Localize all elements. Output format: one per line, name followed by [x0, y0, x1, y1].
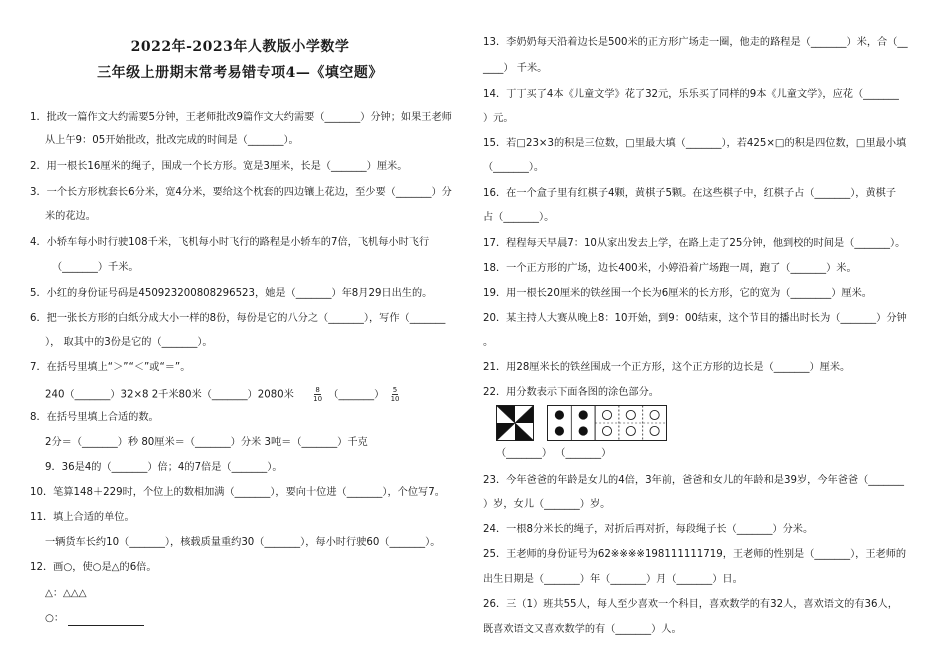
- question-8-items: 2分＝（_______）秒 80厘米＝（_______）分米 3吨＝（_______）千克: [45, 437, 368, 448]
- question-19: 19．用一根长20厘米的铁丝围一个长为6厘米的长方形，它的宽为（________）厘米。: [483, 288, 872, 299]
- question-18: 18．一个正方形的广场，边长400米，小婷沿着广场跑一周，跑了（_______）米。: [483, 263, 857, 274]
- question-15-line1: 15．若□23×3的积是三位数，□里最大填（_______），若425×□的积是四位数，□里最小填: [483, 138, 907, 149]
- fraction-numerator: 8: [315, 386, 320, 394]
- question-11-items: 一辆货车长约10（_______），核载质量重约30（_______），每小时行驶60（_______）。: [45, 537, 441, 548]
- question-3-line2: 米的花边。: [45, 211, 96, 222]
- question-7-compare-blank: （_______）: [328, 389, 385, 401]
- question-13-line1: 13．李奶奶每天沿着边长是500米的正方形广场走一圈，他走的路程是（_______）米，合（__: [483, 37, 908, 48]
- header-title-line1: 2022年-2023年人教版小学数学: [130, 39, 350, 55]
- answer-blank-line: [68, 615, 144, 626]
- question-23-line1: 23．今年爸爸的年龄是女儿的4倍，3年前，爸爸和女儿的年龄和是39岁，今年爸爸（_______: [483, 475, 904, 486]
- question-7-items: [45, 386, 402, 403]
- question-20-line2: 。: [483, 337, 494, 348]
- question-12-circles-label: ○：: [45, 613, 65, 624]
- question-6-line2: ）， 取其中的3份是它的（_______）。: [45, 337, 213, 348]
- question-9: 9．36是4的（_______）倍；4的7倍是（_______）。: [45, 462, 283, 473]
- fraction-denominator: 10: [313, 395, 323, 403]
- question-16-line1: 16．在一个盒子里有红棋子4颗，黄棋子5颗。在这些棋子中，红棋子占（_______），黄棋子: [483, 188, 897, 199]
- question-17: 17．程程每天早晨7：10从家出发去上学，在路上走了25分钟，他到校的时间是（_______）。: [483, 238, 906, 249]
- question-12-triangles: △：△△△: [45, 588, 87, 599]
- question-26-line1: 26．三（1）班共55人，每人至少喜欢一个科目，喜欢数学的有32人，喜欢语文的有36人，: [483, 599, 898, 610]
- question-8: 8．在括号里填上合适的数。: [30, 412, 159, 423]
- question-4-line1: 4．小轿车每小时行驶108千米，飞机每小时飞行的路程是小轿车的7倍，飞机每小时飞行: [30, 237, 430, 248]
- question-11: 11．填上合适的单位。: [30, 512, 135, 523]
- question-13-line2: ____） 千米。: [483, 63, 548, 74]
- question-10: 10．笔算148＋229时，个位上的数相加满（_______），要向十位进（_______），个位写7。: [30, 487, 445, 498]
- question-22: 22．用分数表示下面各图的涂色部分。: [483, 387, 659, 398]
- question-2: 2．用一根长16厘米的绳子，围成一个长方形。宽是3厘米，长是（_______）厘米。: [30, 161, 408, 172]
- fraction-eight-tenths: [313, 386, 322, 403]
- question-4-line2: （_______）千米。: [52, 262, 139, 273]
- question-6-line1: 6．把一张长方形的白纸分成大小一样的8份，每份是它的八分之（_______），写作（_______: [30, 313, 446, 324]
- question-7: 7．在括号里填上“＞”“＜”或“＝”。: [30, 362, 191, 373]
- question-14-line2: ）元。: [483, 113, 514, 124]
- question-21: 21．用28厘米长的铁丝围成一个正方形，这个正方形的边长是（_______）厘米。: [483, 362, 851, 373]
- header-title-line2: 三年级上册期末常考易错专项4—《填空题》: [97, 65, 383, 81]
- fraction-numerator: 5: [392, 386, 398, 394]
- question-22-answers: （_______） （_______）: [496, 448, 612, 459]
- question-12-circles-row: [45, 612, 144, 626]
- question-26-line2: 既喜欢语文又喜欢数学的有（_______）人。: [483, 624, 682, 635]
- question-3-line1: 3．一个长方形枕套长6分米，宽4分米，要给这个枕套的四边镶上花边，至少要（_______）分: [30, 187, 452, 198]
- question-1-line2: 从上午9：05开始批改，批改完成的时间是（_______）。: [45, 135, 299, 146]
- question-23-line2: ）岁，女儿（_______）岁。: [483, 499, 611, 510]
- question-15-line2: （_______）。: [483, 162, 545, 173]
- question-25-line2: 出生日期是（_______）年（_______）月（_______）日。: [483, 574, 743, 585]
- question-20: 20．某主持人大赛从晚上8：10开始，到9：00结束，这个节目的播出时长为（_______）分钟: [483, 313, 907, 324]
- question-24: 24．一根8分米长的绳子，对折后再对折，每段绳子长（_______）分米。: [483, 524, 814, 535]
- circles-grid-figure: [547, 405, 667, 441]
- question-16-line2: 占（_______）。: [483, 212, 555, 223]
- question-25-line1: 25．王老师的身份证号为62※※※※198111111719，王老师的性别是（_______），王老师的: [483, 549, 907, 560]
- question-12: 12．画○，使○是△的6倍。: [30, 562, 157, 573]
- question-14-line1: 14．丁丁买了4本《儿童文学》花了32元，乐乐买了同样的9本《儿童文学》，应花（_______: [483, 89, 899, 100]
- fraction-five-tenths: [391, 386, 400, 403]
- fraction-denominator: 10: [390, 395, 400, 403]
- question-7-items-text: 240（_______）32×8 2千米80米（_______）2080米: [45, 389, 294, 401]
- question-1-line1: 1．批改一篇作文大约需要5分钟，王老师批改9篇作文大约需要（_______）分钟；如果王老师: [30, 112, 452, 123]
- question-5: 5．小红的身份证号码是450923200808296523，她是（_______）年8月29日出生的。: [30, 288, 433, 299]
- pinwheel-square-figure: [496, 405, 534, 441]
